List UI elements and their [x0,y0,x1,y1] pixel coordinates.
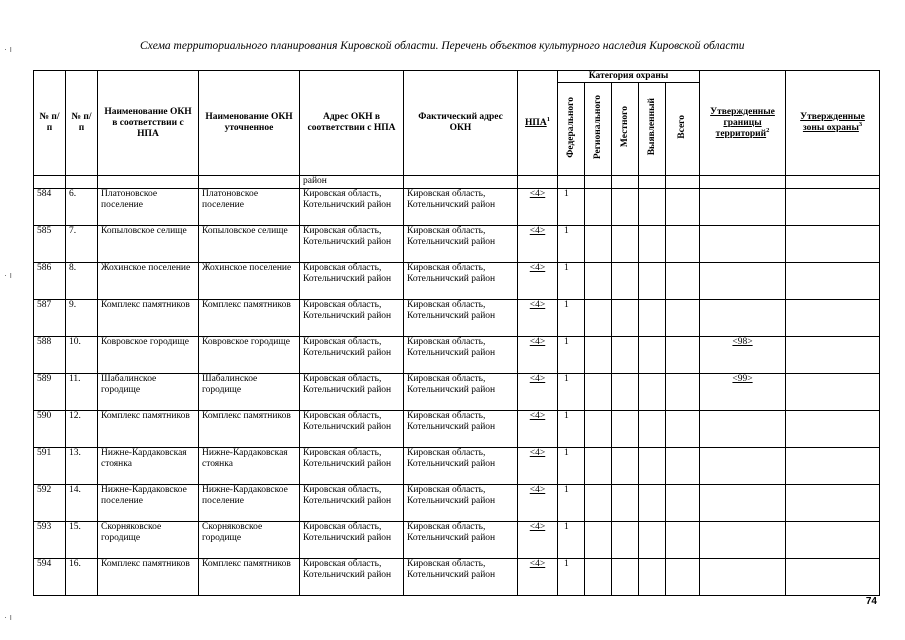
cell-address-npa: Кировская область, Котельничский район [300,485,404,522]
cell-regional [585,226,612,263]
cell-federal: 1 [558,448,585,485]
cell-regional [585,559,612,596]
cell-regional [585,263,612,300]
cell-local [612,374,639,411]
cell-total [666,411,700,448]
table-row [34,337,880,374]
cell-address-npa: Кировская область, Котельничский район [300,559,404,596]
table-row [34,559,880,596]
cell-borders [700,411,786,448]
cell-federal: 1 [558,337,585,374]
cell-zones [786,189,880,226]
col-header-name-npa: Наименование ОКН в соответствии с НПА [98,71,199,176]
cell-npa: <4> [518,226,558,263]
cell-identified [639,559,666,596]
table-row [34,374,880,411]
cell-name-npa: Платоновское поселение [98,189,199,226]
cell-local [612,411,639,448]
cell-borders [700,300,786,337]
cell-local [612,559,639,596]
col-header-federal: Федерального [558,83,585,176]
cell-address-npa: Кировская область, Котельничский район [300,263,404,300]
cell-address-actual: Кировская область, Котельничский район [404,374,518,411]
cell-address-actual: Кировская область, Котельничский район [404,485,518,522]
cell-npa: <4> [518,337,558,374]
cell-federal: 1 [558,300,585,337]
cell-address-actual: Кировская область, Котельничский район [404,263,518,300]
heritage-objects-table [33,70,880,596]
cell-identified [639,263,666,300]
col-header-zones [786,71,880,176]
cell-total [666,263,700,300]
cell-federal: 1 [558,189,585,226]
cell-npa: <4> [518,263,558,300]
cell-npa: <4> [518,374,558,411]
continuation-row [34,176,880,189]
cell-federal: 1 [558,374,585,411]
cell-zones [786,300,880,337]
cell-total [666,226,700,263]
cell-name-refined: Платоновское поселение [199,189,300,226]
cell-name-npa: Комплекс памятников [98,411,199,448]
cell-npa: <4> [518,448,558,485]
cell-name-refined: Шабалинское городище [199,374,300,411]
cell-zones [786,448,880,485]
cell-zones [786,226,880,263]
cell-num-total: 586 [34,263,66,300]
cell-name-refined: Комплекс памятников [199,411,300,448]
cell-identified [639,485,666,522]
table-row [34,522,880,559]
cell-num-total: 591 [34,448,66,485]
cell-regional [585,522,612,559]
cell-name-npa: Копыловское селище [98,226,199,263]
cell-total [666,189,700,226]
cell-zones [786,485,880,522]
cell-total [666,300,700,337]
scan-artifact: · ı [4,44,12,54]
col-header-address-actual: Фактический адрес ОКН [404,71,518,176]
cell-federal: 1 [558,559,585,596]
cell-address-actual: Кировская область, Котельничский район [404,522,518,559]
cell-name-refined: Комплекс памятников [199,300,300,337]
npa-label: НПА [525,117,547,128]
col-header-address-npa: Адрес ОКН в соответствии с НПА [300,71,404,176]
cell-address-npa: Кировская область, Котельничский район [300,374,404,411]
table-row [34,485,880,522]
cell-address-actual: Кировская область, Котельничский район [404,189,518,226]
cell-name-npa: Скорняковское городище [98,522,199,559]
cell-regional [585,374,612,411]
cell-name-npa: Комплекс памятников [98,559,199,596]
cell-borders [700,448,786,485]
cell-npa: <4> [518,485,558,522]
cell-borders: <98> [700,337,786,374]
cell-address-actual: Кировская область, Котельничский район [404,448,518,485]
scan-artifact: · ı [4,270,12,280]
npa-footnote: 1 [546,115,550,123]
cell-identified [639,226,666,263]
cell-address-actual: Кировская область, Котельничский район [404,411,518,448]
cell-npa: <4> [518,300,558,337]
cell-npa: <4> [518,522,558,559]
col-header-identified: Выявленный [639,83,666,176]
cell-name-refined: Жохинское поселение [199,263,300,300]
cell-local [612,300,639,337]
cell-num-total: 585 [34,226,66,263]
cell-num-total: 587 [34,300,66,337]
cell-total [666,522,700,559]
cell-total [666,485,700,522]
cell-federal: 1 [558,226,585,263]
cell-name-refined: Скорняковское городище [199,522,300,559]
cell-name-npa: Нижне-Кардаковская стоянка [98,448,199,485]
cell-zones [786,374,880,411]
cell-local [612,189,639,226]
cell-total [666,559,700,596]
cell-total [666,448,700,485]
cell-num-local: 6. [66,189,98,226]
scan-artifact: · ı [4,612,12,622]
cell-name-npa: Шабалинское городище [98,374,199,411]
cell-npa: <4> [518,411,558,448]
cell-address-actual: Кировская область, Котельничский район [404,559,518,596]
cell-identified [639,411,666,448]
col-header-total: Всего [666,83,700,176]
cell-num-local: 7. [66,226,98,263]
cell-identified [639,374,666,411]
cell-num-total: 592 [34,485,66,522]
cell-npa: <4> [518,189,558,226]
cell-borders [700,559,786,596]
cell-zones [786,522,880,559]
cell-local [612,226,639,263]
cell-regional [585,485,612,522]
cell-identified [639,448,666,485]
cell-total [666,374,700,411]
cell-zones [786,337,880,374]
cell-identified [639,189,666,226]
table-row [34,189,880,226]
col-header-local: Местного [612,83,639,176]
cell-federal: 1 [558,522,585,559]
document-title: Схема территориального планирования Кировской области. Перечень объектов культурного наследия Кировской области [140,40,745,52]
cell-num-local: 9. [66,300,98,337]
cell-npa: <4> [518,559,558,596]
cell-address-actual: Кировская область, Котельничский район [404,337,518,374]
cell-regional [585,189,612,226]
col-header-category: Категория охраны [558,71,700,83]
borders-label: Утвержденные границы территорий [710,106,775,139]
cell-address-actual: Кировская область, Котельничский район [404,300,518,337]
cell-zones [786,263,880,300]
cell-local [612,448,639,485]
col-header-npa [518,71,558,176]
cell-address-npa: Кировская область, Котельничский район [300,189,404,226]
cell-address-npa: Кировская область, Котельничский район [300,522,404,559]
cell-num-local: 8. [66,263,98,300]
cell-num-total: 584 [34,189,66,226]
cell-num-total: 594 [34,559,66,596]
col-header-borders [700,71,786,176]
cell-identified [639,522,666,559]
cell-name-npa: Комплекс памятников [98,300,199,337]
page-number: 74 [865,596,877,607]
cell-zones [786,411,880,448]
cell-name-refined: Комплекс памятников [199,559,300,596]
col-header-num-total: № п/п [34,71,66,176]
cell-name-npa: Жохинское поселение [98,263,199,300]
cell-name-refined: Ковровское городище [199,337,300,374]
cell-num-local: 12. [66,411,98,448]
cell-num-local: 16. [66,559,98,596]
cell-num-total: 593 [34,522,66,559]
cell-address-npa: Кировская область, Котельничский район [300,448,404,485]
cell-regional [585,300,612,337]
table-row [34,226,880,263]
cell-federal: 1 [558,263,585,300]
cell-borders [700,522,786,559]
cell-address-npa: Кировская область, Котельничский район [300,337,404,374]
cell-address-npa: Кировская область, Котельничский район [300,411,404,448]
cell-federal: 1 [558,411,585,448]
cell-num-local: 11. [66,374,98,411]
borders-footnote: 2 [766,126,770,134]
cell-num-local: 13. [66,448,98,485]
col-header-name-refined: Наименование ОКН уточненное [199,71,300,176]
cell-local [612,485,639,522]
cell-local [612,522,639,559]
continuation-address: район [300,176,404,189]
cell-num-local: 10. [66,337,98,374]
cell-federal: 1 [558,485,585,522]
cell-name-refined: Нижне-Кардаковское поселение [199,485,300,522]
table-row [34,411,880,448]
cell-local [612,263,639,300]
cell-address-npa: Кировская область, Котельничский район [300,300,404,337]
cell-borders [700,226,786,263]
cell-regional [585,337,612,374]
table-row [34,448,880,485]
cell-address-actual: Кировская область, Котельничский район [404,226,518,263]
cell-address-npa: Кировская область, Котельничский район [300,226,404,263]
table-row [34,300,880,337]
cell-identified [639,300,666,337]
cell-borders: <99> [700,374,786,411]
cell-zones [786,559,880,596]
cell-name-npa: Нижне-Кардаковское поселение [98,485,199,522]
cell-name-refined: Копыловское селище [199,226,300,263]
cell-num-total: 589 [34,374,66,411]
col-header-regional: Регионального [585,83,612,176]
table-row [34,263,880,300]
cell-regional [585,448,612,485]
zones-label: Утвержденные зоны охраны [800,112,865,133]
cell-identified [639,337,666,374]
cell-total [666,337,700,374]
cell-num-total: 590 [34,411,66,448]
cell-borders [700,263,786,300]
cell-local [612,337,639,374]
cell-num-local: 15. [66,522,98,559]
cell-name-refined: Нижне-Кардаковская стоянка [199,448,300,485]
cell-borders [700,485,786,522]
zones-footnote: 3 [858,120,863,128]
cell-num-total: 588 [34,337,66,374]
cell-regional [585,411,612,448]
cell-num-local: 14. [66,485,98,522]
col-header-num-local: № п/п [66,71,98,176]
cell-name-npa: Ковровское городище [98,337,199,374]
cell-borders [700,189,786,226]
